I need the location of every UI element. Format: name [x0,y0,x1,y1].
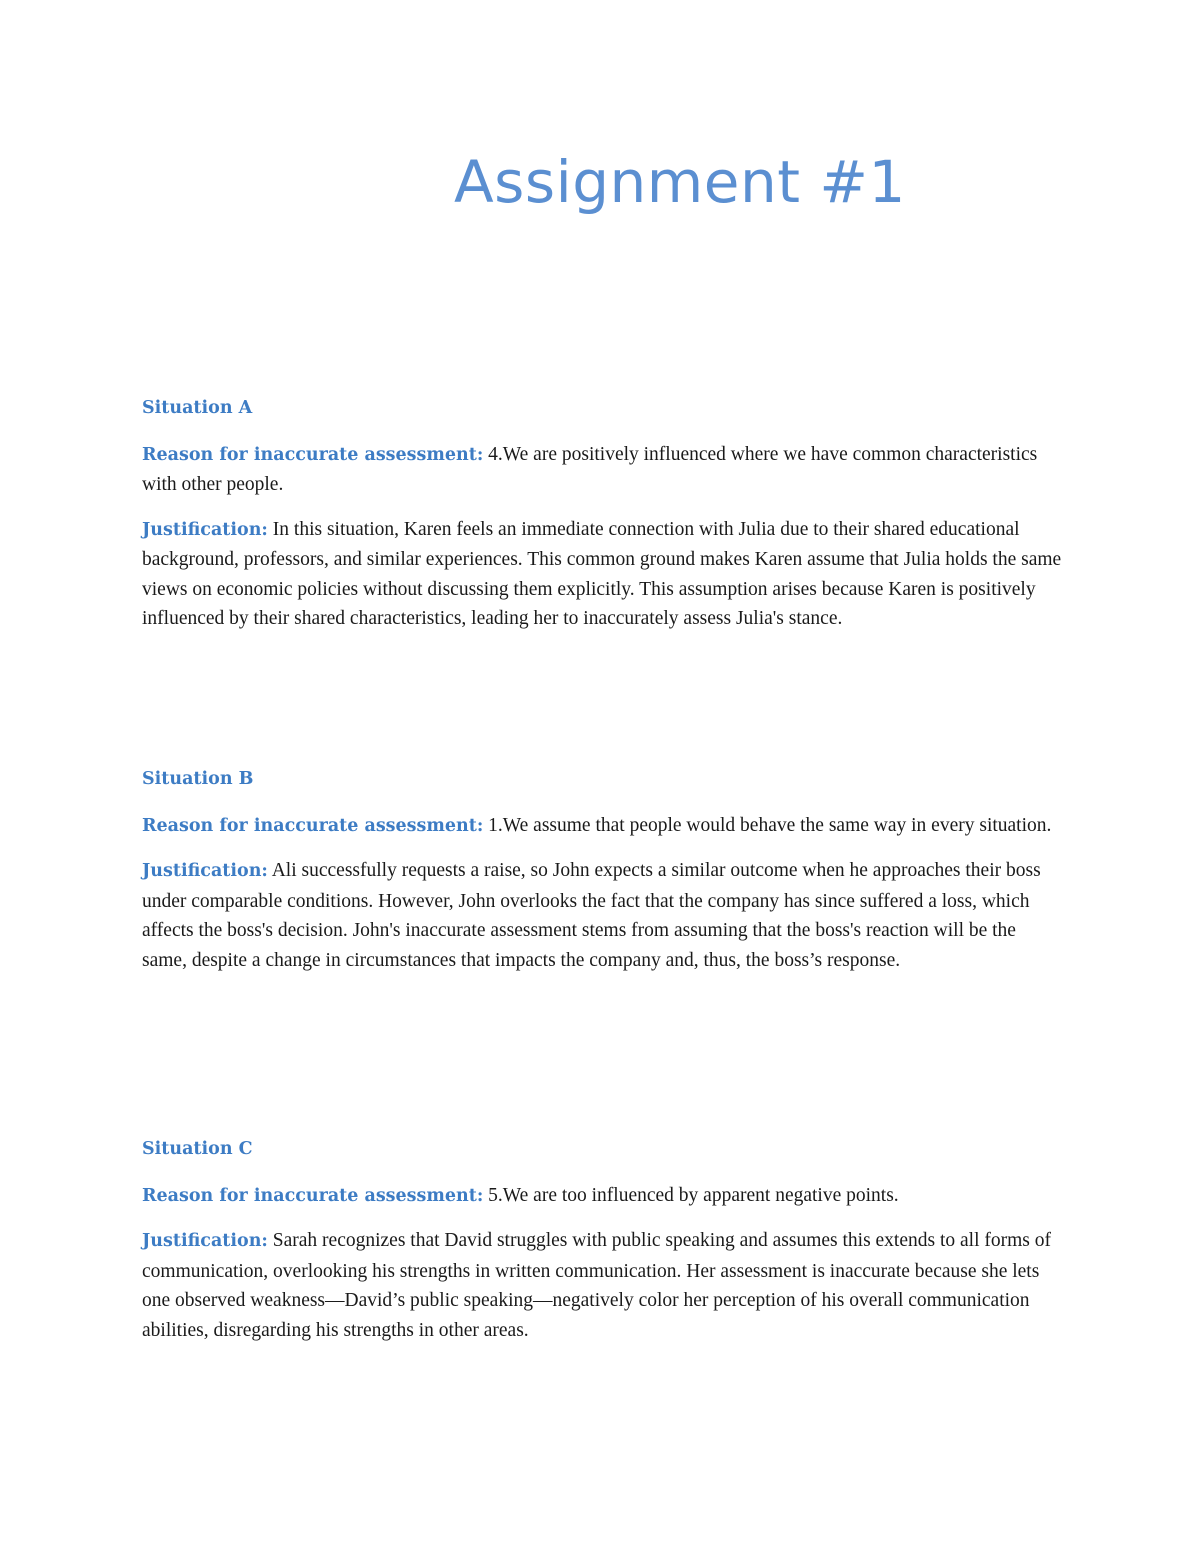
situation-heading: Situation C [142,1139,253,1159]
justification-text: Sarah recognizes that David struggles with public speaking and assumes this extends to all forms of communication, overlooking his strengths in written communication. Her assessment is inaccurate because she lets one observed weakness—David’s public speaking—negatively color her perception of his overall communication abilities, disregarding his strengths in other areas. [142,1230,1051,1341]
reason-label: Reason for inaccurate assessment: [142,1185,484,1206]
reason-label: Reason for inaccurate assessment: [142,815,484,836]
reason-text: 4.We are positively influenced where we have common characteristics with other people. [142,443,1038,495]
situation-a-section [142,394,1062,649]
reason-paragraph [142,811,1062,842]
justification-paragraph [142,1226,1062,1345]
justification-label: Justification: [142,1231,268,1251]
reason-paragraph [142,1181,1062,1212]
document-title: Assignment #1 [454,148,906,216]
justification-paragraph [142,856,1062,975]
situation-heading: Situation B [142,769,254,789]
justification-label: Justification: [142,861,268,881]
justification-paragraph [142,515,1062,634]
justification-label: Justification: [142,519,268,540]
situation-heading: Situation A [142,398,253,418]
reason-label: Reason for inaccurate assessment: [142,444,484,465]
reason-text: 5.We are too influenced by apparent negative points. [488,1184,899,1206]
justification-text: In this situation, Karen feels an immediate connection with Julia due to their shared educational background, professors, and similar experiences. This common ground makes Karen assume that Julia holds the same views on economic policies without discussing them explicitly. This assumption arises because Karen is positively influenced by their shared characteristics, leading her to inaccurately assess Julia's stance. [142,518,1062,629]
situation-c-section [142,1135,1062,1360]
reason-paragraph [142,440,1062,500]
justification-text: Ali successfully requests a raise, so John expects a similar outcome when he approaches their boss under comparable conditions. However, John overlooks the fact that the company has since suffered a loss, which affects the boss's decision. John's inaccurate assessment stems from assuming that the boss's reaction will be the same, despite a change in circumstances that impacts the company and, thus, the boss’s response. [142,860,1041,971]
reason-text: 1.We assume that people would behave the same way in every situation. [488,814,1052,836]
situation-b-section [142,765,1062,990]
